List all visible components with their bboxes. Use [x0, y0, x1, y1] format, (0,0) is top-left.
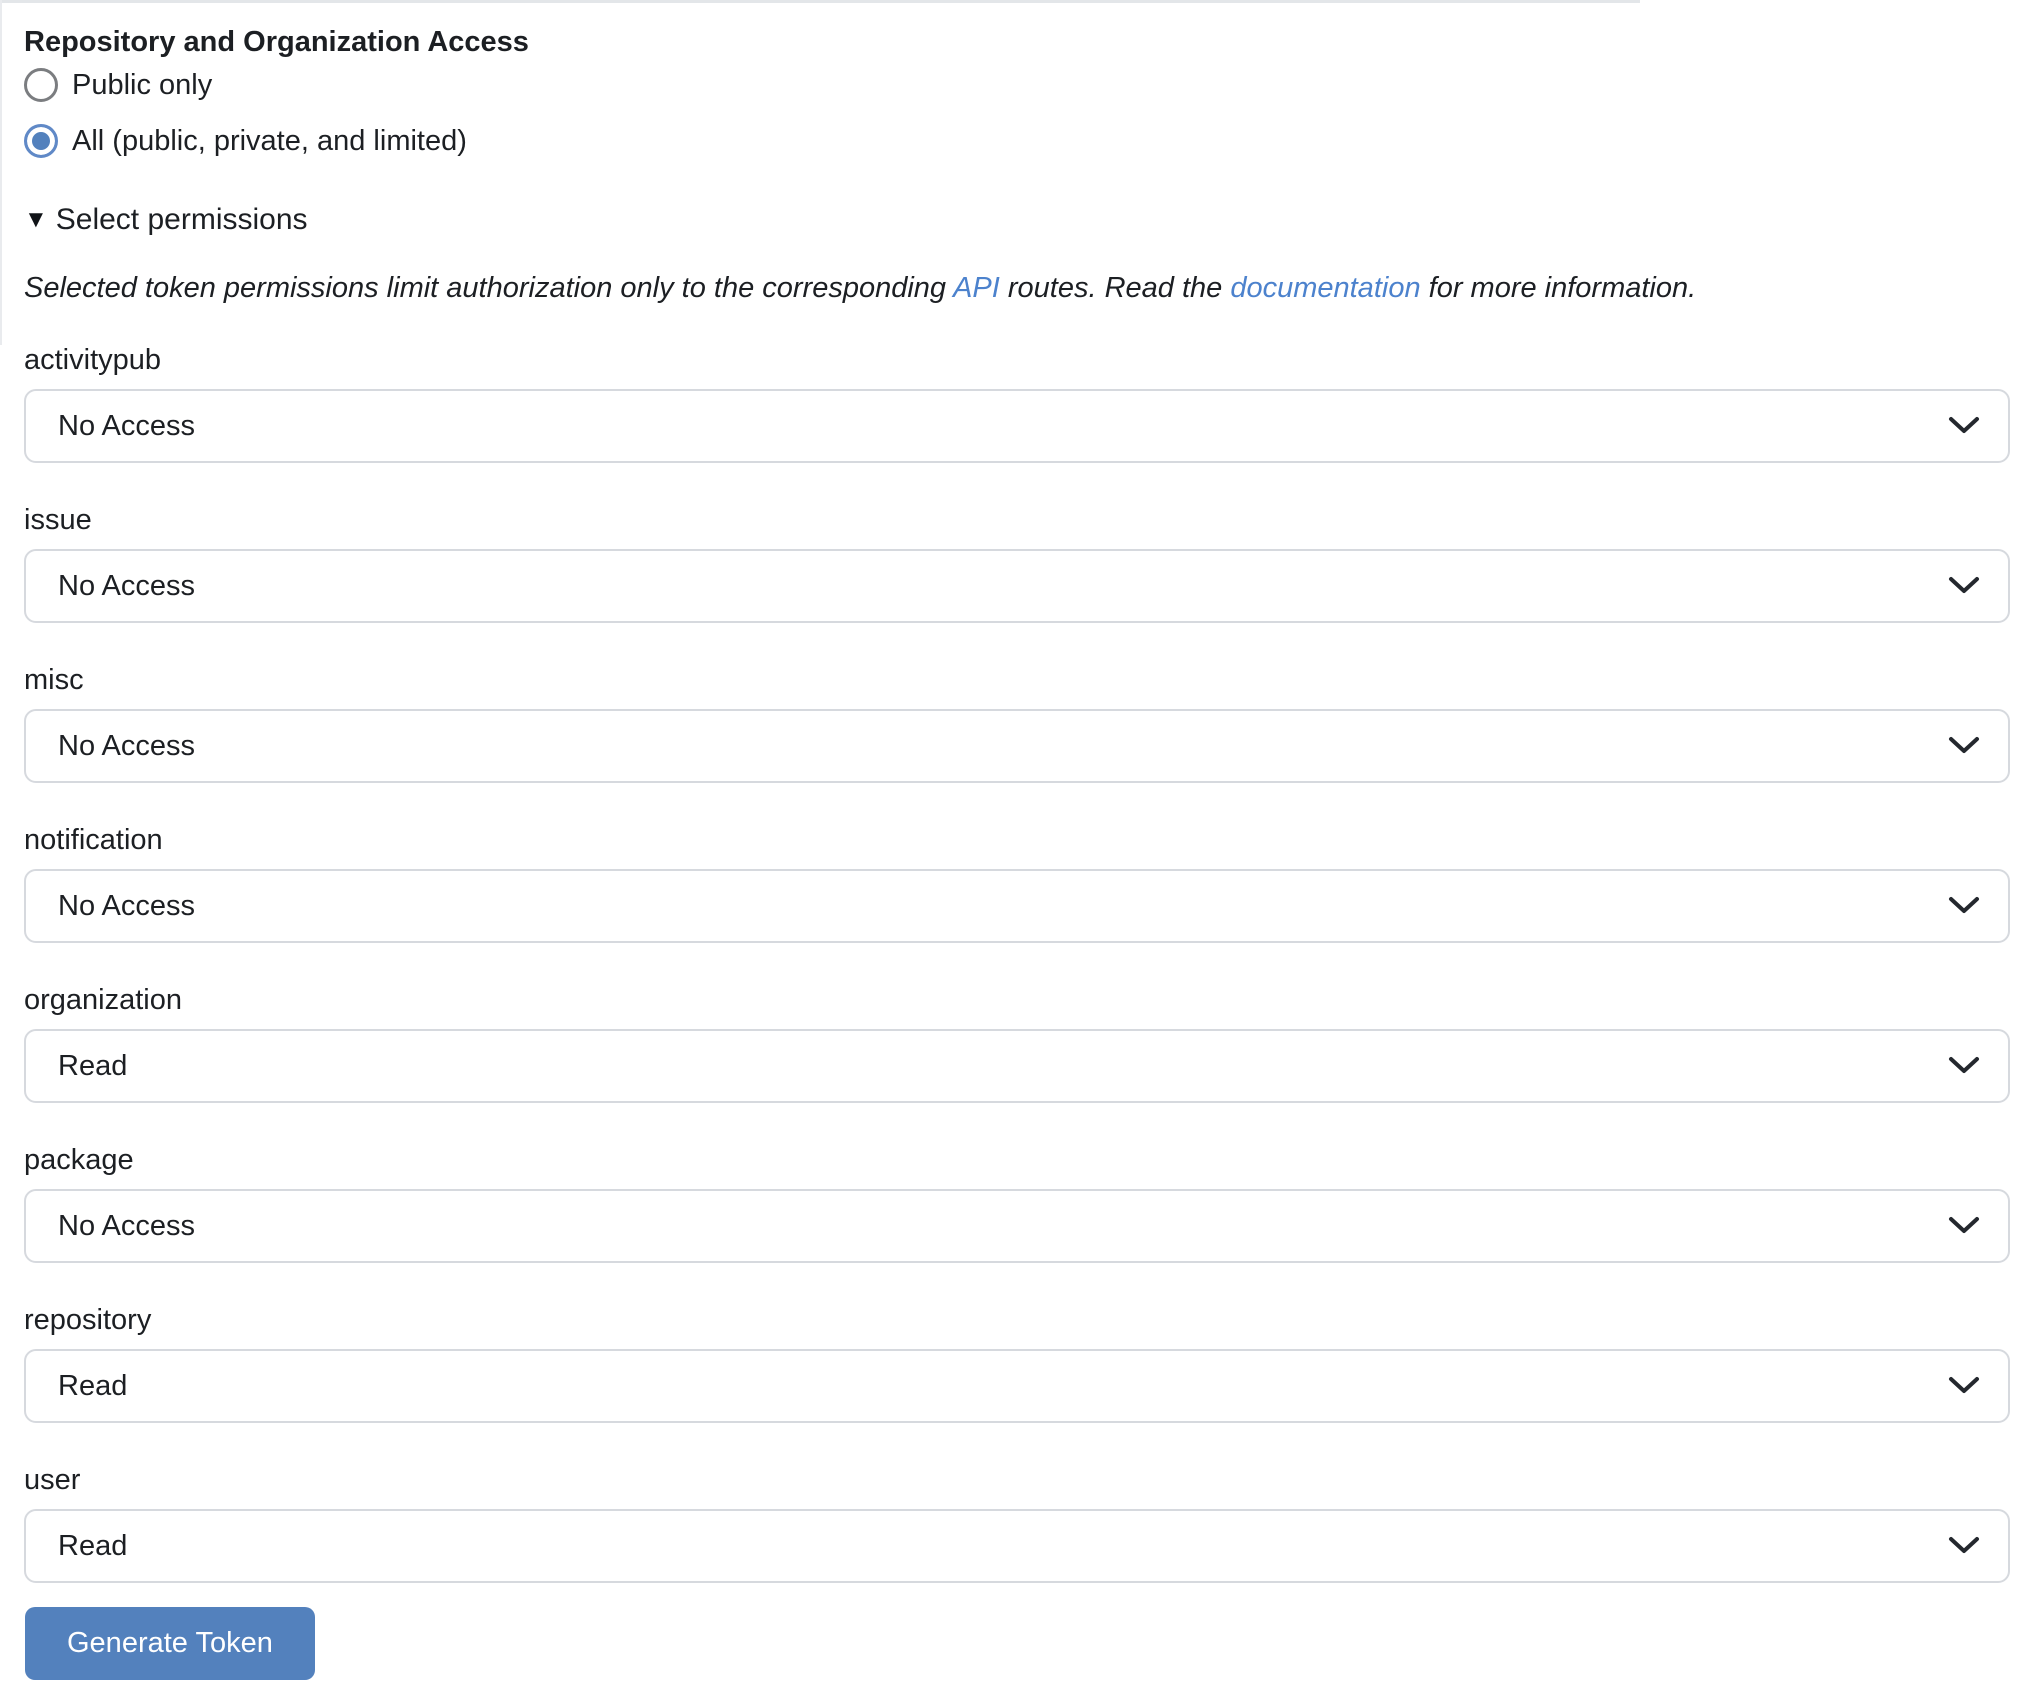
- permission-group: [24, 343, 2010, 463]
- permission-group: [24, 1143, 2010, 1263]
- generate-token-button[interactable]: Generate Token: [25, 1607, 315, 1680]
- permission-name-package: package: [24, 1144, 134, 1176]
- note-text-mid: routes. Read the: [999, 272, 1231, 304]
- chevron-down-icon: [1948, 736, 1980, 756]
- permission-group: [24, 503, 2010, 623]
- permission-select-value: Read: [58, 1529, 128, 1562]
- chevron-down-icon: [1948, 896, 1980, 916]
- permission-group: [24, 823, 2010, 943]
- select-permissions-label: Select permissions: [55, 203, 308, 236]
- note-text-pre: Selected token permissions limit authorization only to the corresponding: [24, 272, 954, 304]
- radio-public-only-label: Public only: [72, 68, 213, 101]
- permission-select-value: No Access: [58, 729, 195, 762]
- chevron-down-icon: [1948, 1376, 1980, 1396]
- section-heading: Repository and Organization Access: [24, 26, 529, 58]
- permission-group: [24, 1303, 2010, 1423]
- permission-select-value: No Access: [58, 1209, 195, 1242]
- api-link[interactable]: API: [953, 272, 1000, 304]
- documentation-link[interactable]: documentation: [1230, 272, 1421, 304]
- permission-group: [24, 983, 2010, 1103]
- permission-select-misc[interactable]: [24, 709, 2010, 783]
- permission-group: [24, 663, 2010, 783]
- permission-groups: [24, 343, 2010, 1583]
- chevron-down-icon: [1948, 576, 1980, 596]
- permission-select-package[interactable]: [24, 1189, 2010, 1263]
- permission-select-value: No Access: [58, 889, 195, 922]
- permission-name-activitypub: activitypub: [24, 344, 162, 376]
- triangle-down-icon: ▼: [24, 206, 48, 233]
- note-text-post: for more information.: [1420, 272, 1697, 304]
- permission-group: [24, 1463, 2010, 1583]
- radio-row-all[interactable]: [24, 123, 2010, 159]
- radio-row-public-only[interactable]: [24, 67, 2010, 103]
- permission-name-user: user: [24, 1464, 81, 1496]
- chevron-down-icon: [1948, 1216, 1980, 1236]
- permission-name-issue: issue: [24, 504, 92, 536]
- permission-name-repository: repository: [24, 1304, 152, 1336]
- permission-select-activitypub[interactable]: [24, 389, 2010, 463]
- permission-select-value: Read: [58, 1369, 128, 1402]
- permission-name-organization: organization: [24, 984, 182, 1016]
- radio-all-label: All (public, private, and limited): [72, 124, 467, 157]
- chevron-down-icon: [1948, 1056, 1980, 1076]
- chevron-down-icon: [1948, 416, 1980, 436]
- permission-select-user[interactable]: [24, 1509, 2010, 1583]
- chevron-down-icon: [1948, 1536, 1980, 1556]
- radio-public-only[interactable]: [24, 68, 58, 102]
- permission-select-value: Read: [58, 1049, 128, 1082]
- permission-select-value: No Access: [58, 569, 195, 602]
- permission-name-misc: misc: [24, 664, 84, 696]
- permissions-note: [24, 271, 2010, 305]
- permission-select-value: No Access: [58, 409, 195, 442]
- permission-select-organization[interactable]: [24, 1029, 2010, 1103]
- permission-select-repository[interactable]: [24, 1349, 2010, 1423]
- permission-select-notification[interactable]: [24, 869, 2010, 943]
- radio-all[interactable]: [24, 124, 58, 158]
- select-permissions-toggle[interactable]: [24, 203, 2010, 237]
- permission-select-issue[interactable]: [24, 549, 2010, 623]
- permission-name-notification: notification: [24, 824, 163, 856]
